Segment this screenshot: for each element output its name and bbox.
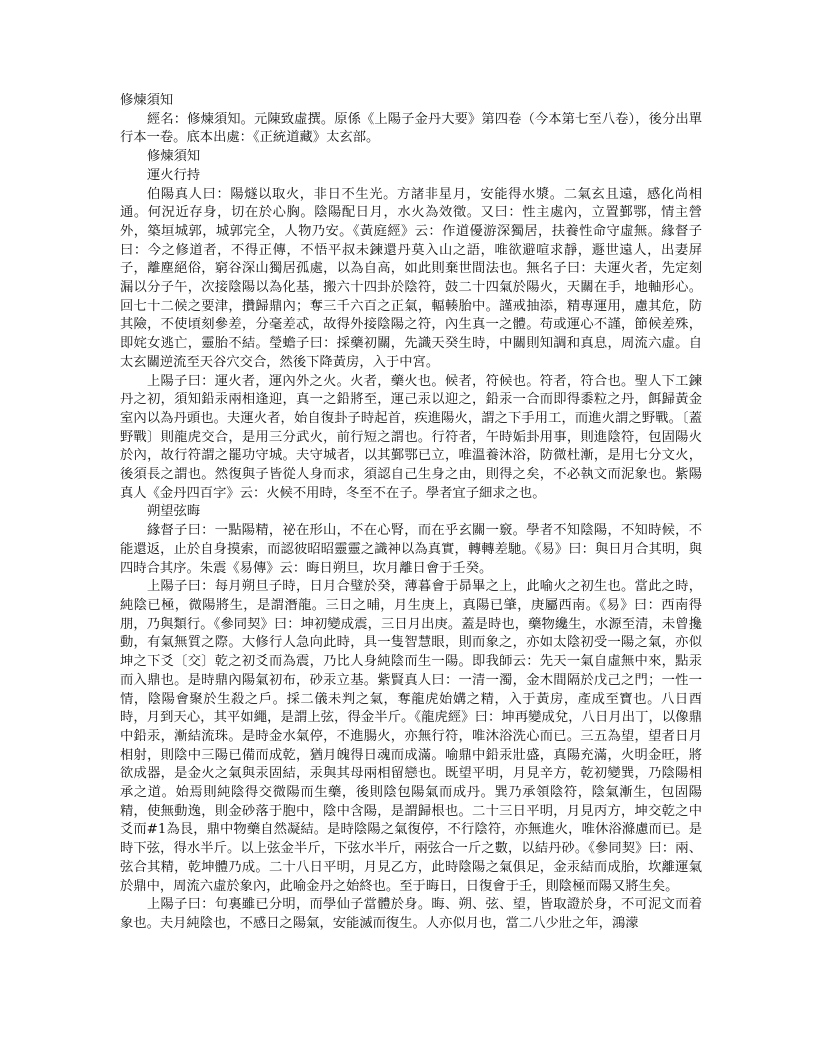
- paragraph: 上陽子曰：運火者，運內外之火。火者，藥火也。候者，符候也。符者，符合也。聖人下工鍊丹之初，須知鉛汞兩相逢迎，真一之鉛將至，運己汞以迎之，鉛汞一合而即得黍粒之丹，餌歸黃金室內以為丹頭也。夫運火者，始自復卦子時起首，疾進陽火，謂之下手用工，而進火謂之野戰。〔蓋野戰〕則龍虎交合，是用三分武火，前行短之謂也。行符者，午時姤卦用事，則進陰符，包固陽火於內，故行符謂之罷功守城。夫守城者，以其鄞鄂已立，唯溫養沐浴，防微杜漸，是用七分文火，後須長之謂也。然復與子皆從人身而求，須認自己生身之由，則得之矣，不必執文而泥象也。紫陽真人《金丹四百字》云：火候不用時，冬至不在子。學者宜子細求之也。: [120, 373, 702, 501]
- subsection-heading-shuowang: 朔望弦晦: [147, 504, 201, 520]
- section-title: 修煉須知: [147, 149, 201, 165]
- paragraph: 上陽子曰：句裏雖已分明，而學仙子當體於身。晦、朔、弦、望，皆取證於身，不可泥文而着象也。夫月純陰也，不感日之陽氣，安能滅而復生。人亦似月也，當二八少壯之年，鴻濛: [120, 897, 702, 931]
- paragraph: 伯陽真人曰：陽燧以取火，非日不生光。方諸非星月，安能得水漿。二氣玄且遠，感化尚相通。何況近存身，切在於心胸。陰陽配日月，水火為效徵。又曰：性主處內，立置鄞鄂，情主營外，築垣城郭，城郭完全，人物乃安。《黃庭經》云：作道優游深獨居，扶養性命守虛無。緣督子曰：今之修道者，不得正傳，不悟平叔未鍊還丹莫入山之語，唯欲避喧求靜，遯世遠人，出妻屏子，離塵絕俗，窮谷深山獨居孤處，以為自高，如此則棄世間法也。無名子曰：夫運火者，先定刻漏以分子午，次接陰陽以為化基，搬六十四卦於陰符，鼓二十四氣於陽火，天關在手，地軸形心。回七十二候之要津，攢歸鼎內；奪三千六百之正氣，輻輳胎中。謹戒抽添，精專運用，慮其危，防其險，不使頃刻參差，分毫差忒，故得外接陰陽之符，內生真一之體。苟或運心不謹，節候差殊，即姹女逃亡，靈胎不結。瑩蟾子曰：採藥初關，先識天癸生時，中關則知調和真息，周流六虛。自太玄關逆流至天谷穴交合，然後下降黃房，入于中宮。: [120, 186, 702, 370]
- document-page: [120, 92, 702, 934]
- document-title: 修煉須知: [120, 93, 174, 108]
- paragraph: 緣督子曰：一點陽精，祕在形山，不在心腎，而在乎玄關一竅。學者不知陰陽，不知時候，不能還返，止於自身摸索，而認彼昭昭靈靈之識神以為真實，轉轉差馳。《易》曰：與日月合其明，與四時合其序。朱震《易傳》云：晦日朔旦，坎月離日會于壬癸。: [120, 523, 702, 576]
- subsection-heading-yunhuo: 運火行持: [147, 167, 201, 183]
- document-meta: 經名：修煉須知。元陳致虛撰。原係《上陽子金丹大要》第四卷（今本第七至八卷），後分出單行本一卷。底本出處：《正統道藏》太玄部。: [120, 111, 702, 146]
- paragraph: 上陽子曰：每月朔旦子時，日月合璧於癸，薄暮會于昴畢之上，此喻火之初生也。當此之時，純陰已極，微陽將生，是謂潛龍。三日之晡，月生庚上，真陽已肇，庚屬西南。《易》曰：西南得朋，乃與類行。《參同契》曰：坤初變成震，三日月出庚。蓋是時也，藥物纔生，水源至清，未曾攙動，有氣無質之際。大修行人急向此時，具一隻智慧眼，則而象之，亦如太陰初受一陽之氣，亦似坤之下爻〔交〕乾之初爻而為震，乃比人身純陰而生一陽。即我師云：先天一氣自虛無中來，點汞而入鼎也。是時鼎內陽氣初布，砂汞立基。紫賢真人曰：一清一濁，金木間隔於戊己之門；一性一情，陰陽會聚於生殺之戶。採二儀未判之氣，奪龍虎始媾之精，入于黃房，產成至寶也。八日酉時，月到天心，其平如繩，是謂上弦，得金半斤。《龍虎經》曰：坤再變成兌，八日月出丁，以像鼎中鉛汞，漸結流珠。是時金水氣停，不進腸火，亦無行符，唯沐浴洗心而已。三五為望，望者日月相射，則陰中三陽已備而成乾，猶月魄得日魂而成滿。喻鼎中鉛汞壯盛，真陽充滿，火明金旺，將欲成器，是金火之氣與汞固結，汞與其母兩相留戀也。既望平明，月見辛方，乾初變巽，乃陰陽相承之道。始焉則純陰得交微陽而生藥，後則陰包陽氣而成丹。巽乃承領陰符，陰氣漸生，包固陽精，使無動逸，則金砂落于胞中，陰中含陽，是謂歸根也。二十三日平明，月見丙方，坤交乾之中爻而#1為艮，鼎中物藥自然凝結。是時陰陽之氣復停，不行陰符，亦無進火，唯休浴滌慮而已。是時下弦，得水半斤。以上弦金半斤，下弦水半斤，兩弦合一斤之數，以結丹砂。《參同契》曰：兩、弦合其精，乾坤體乃成。二十八日平明，月見乙方，此時陰陽之氣俱足，金汞結而成胎，坎離運氣於鼎中，周流六虛於象內，此喻金丹之始終也。至于晦日，日復會于壬，則陰極而陽又將生矣。: [120, 579, 702, 894]
